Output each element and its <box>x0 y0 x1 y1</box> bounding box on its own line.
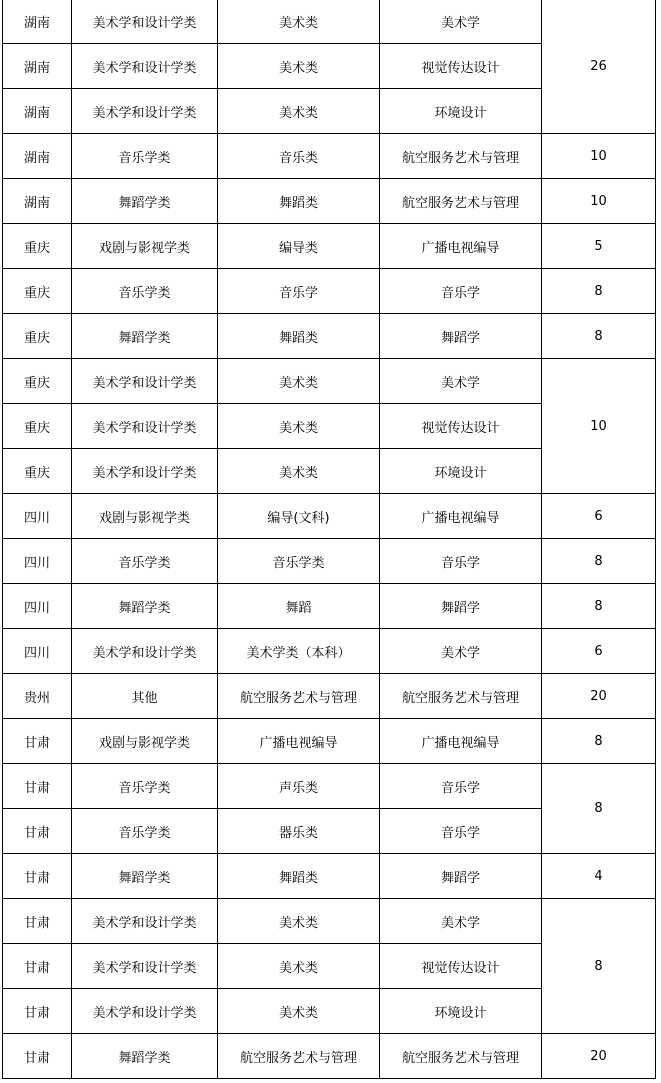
major-cell: 广播电视编导 <box>380 494 542 539</box>
province-cell: 湖南 <box>3 0 72 44</box>
category-cell: 美术学和设计学类 <box>72 449 218 494</box>
major-cell: 舞蹈学 <box>380 584 542 629</box>
table-row <box>3 1034 656 1079</box>
category-cell: 戏剧与影视学类 <box>72 224 218 269</box>
major-cell: 航空服务艺术与管理 <box>380 1034 542 1079</box>
major-cell: 美术学 <box>380 629 542 674</box>
major-cell: 广播电视编导 <box>380 224 542 269</box>
quota-cell: 10 <box>542 179 656 224</box>
exam-type-cell: 美术类 <box>218 359 380 404</box>
table-row <box>3 719 656 764</box>
table-row <box>3 179 656 224</box>
major-cell: 音乐学 <box>380 809 542 854</box>
table-row <box>3 494 656 539</box>
quota-cell: 8 <box>542 584 656 629</box>
exam-type-cell: 音乐类 <box>218 134 380 179</box>
exam-type-cell: 美术类 <box>218 899 380 944</box>
table-row <box>3 0 656 44</box>
major-cell: 舞蹈学 <box>380 854 542 899</box>
table-row <box>3 854 656 899</box>
quota-cell: 10 <box>542 134 656 179</box>
major-cell: 视觉传达设计 <box>380 44 542 89</box>
province-cell: 四川 <box>3 629 72 674</box>
quota-cell: 5 <box>542 224 656 269</box>
category-cell: 美术学和设计学类 <box>72 989 218 1034</box>
category-cell: 美术学和设计学类 <box>72 0 218 44</box>
table-row <box>3 359 656 404</box>
exam-type-cell: 美术学类（本科） <box>218 629 380 674</box>
exam-type-cell: 美术类 <box>218 449 380 494</box>
major-cell: 航空服务艺术与管理 <box>380 179 542 224</box>
exam-type-cell: 美术类 <box>218 44 380 89</box>
table-body <box>3 0 656 1079</box>
category-cell: 美术学和设计学类 <box>72 404 218 449</box>
quota-cell: 6 <box>542 629 656 674</box>
quota-cell: 8 <box>542 314 656 359</box>
exam-type-cell: 音乐学类 <box>218 539 380 584</box>
province-cell: 四川 <box>3 584 72 629</box>
province-cell: 湖南 <box>3 44 72 89</box>
table-row <box>3 224 656 269</box>
category-cell: 音乐学类 <box>72 134 218 179</box>
exam-type-cell: 航空服务艺术与管理 <box>218 1034 380 1079</box>
province-cell: 重庆 <box>3 449 72 494</box>
province-cell: 湖南 <box>3 89 72 134</box>
province-cell: 甘肃 <box>3 854 72 899</box>
category-cell: 美术学和设计学类 <box>72 899 218 944</box>
province-cell: 甘肃 <box>3 899 72 944</box>
category-cell: 其他 <box>72 674 218 719</box>
quota-cell: 8 <box>542 719 656 764</box>
category-cell: 戏剧与影视学类 <box>72 494 218 539</box>
major-cell: 视觉传达设计 <box>380 944 542 989</box>
category-cell: 舞蹈学类 <box>72 314 218 359</box>
province-cell: 甘肃 <box>3 989 72 1034</box>
quota-cell: 10 <box>542 359 656 494</box>
exam-type-cell: 舞蹈类 <box>218 854 380 899</box>
major-cell: 音乐学 <box>380 269 542 314</box>
exam-type-cell: 美术类 <box>218 89 380 134</box>
exam-type-cell: 美术类 <box>218 0 380 44</box>
province-cell: 重庆 <box>3 269 72 314</box>
exam-type-cell: 美术类 <box>218 944 380 989</box>
major-cell: 舞蹈学 <box>380 314 542 359</box>
exam-type-cell: 编导(文科) <box>218 494 380 539</box>
category-cell: 舞蹈学类 <box>72 854 218 899</box>
exam-type-cell: 音乐学 <box>218 269 380 314</box>
table-row <box>3 674 656 719</box>
province-cell: 甘肃 <box>3 809 72 854</box>
category-cell: 音乐学类 <box>72 809 218 854</box>
province-cell: 湖南 <box>3 134 72 179</box>
exam-type-cell: 舞蹈类 <box>218 179 380 224</box>
category-cell: 美术学和设计学类 <box>72 44 218 89</box>
major-cell: 美术学 <box>380 359 542 404</box>
quota-cell: 8 <box>542 539 656 584</box>
major-cell: 音乐学 <box>380 539 542 584</box>
major-cell: 环境设计 <box>380 89 542 134</box>
exam-type-cell: 航空服务艺术与管理 <box>218 674 380 719</box>
table-row <box>3 539 656 584</box>
major-cell: 美术学 <box>380 899 542 944</box>
exam-type-cell: 广播电视编导 <box>218 719 380 764</box>
major-cell: 音乐学 <box>380 764 542 809</box>
province-cell: 重庆 <box>3 404 72 449</box>
province-cell: 湖南 <box>3 179 72 224</box>
province-cell: 甘肃 <box>3 764 72 809</box>
quota-cell: 20 <box>542 674 656 719</box>
province-cell: 四川 <box>3 494 72 539</box>
table-row <box>3 764 656 809</box>
province-cell: 重庆 <box>3 359 72 404</box>
category-cell: 美术学和设计学类 <box>72 944 218 989</box>
category-cell: 舞蹈学类 <box>72 179 218 224</box>
major-cell: 美术学 <box>380 0 542 44</box>
major-cell: 广播电视编导 <box>380 719 542 764</box>
quota-cell: 4 <box>542 854 656 899</box>
quota-cell: 8 <box>542 269 656 314</box>
category-cell: 美术学和设计学类 <box>72 629 218 674</box>
exam-type-cell: 美术类 <box>218 404 380 449</box>
category-cell: 舞蹈学类 <box>72 1034 218 1079</box>
exam-type-cell: 舞蹈 <box>218 584 380 629</box>
exam-type-cell: 美术类 <box>218 989 380 1034</box>
quota-cell: 8 <box>542 764 656 854</box>
province-cell: 甘肃 <box>3 944 72 989</box>
major-cell: 视觉传达设计 <box>380 404 542 449</box>
category-cell: 音乐学类 <box>72 539 218 584</box>
quota-cell: 6 <box>542 494 656 539</box>
province-cell: 重庆 <box>3 314 72 359</box>
major-cell: 环境设计 <box>380 989 542 1034</box>
exam-type-cell: 器乐类 <box>218 809 380 854</box>
enrollment-table <box>2 0 656 1079</box>
category-cell: 美术学和设计学类 <box>72 89 218 134</box>
table-row <box>3 314 656 359</box>
province-cell: 甘肃 <box>3 719 72 764</box>
table-row <box>3 584 656 629</box>
quota-cell: 26 <box>542 0 656 134</box>
table-row <box>3 629 656 674</box>
major-cell: 航空服务艺术与管理 <box>380 134 542 179</box>
table-row <box>3 269 656 314</box>
province-cell: 重庆 <box>3 224 72 269</box>
major-cell: 航空服务艺术与管理 <box>380 674 542 719</box>
province-cell: 四川 <box>3 539 72 584</box>
exam-type-cell: 声乐类 <box>218 764 380 809</box>
major-cell: 环境设计 <box>380 449 542 494</box>
province-cell: 甘肃 <box>3 1034 72 1079</box>
table-row <box>3 899 656 944</box>
category-cell: 戏剧与影视学类 <box>72 719 218 764</box>
table-row <box>3 134 656 179</box>
quota-cell: 8 <box>542 899 656 1034</box>
category-cell: 美术学和设计学类 <box>72 359 218 404</box>
quota-cell: 20 <box>542 1034 656 1079</box>
category-cell: 舞蹈学类 <box>72 584 218 629</box>
category-cell: 音乐学类 <box>72 764 218 809</box>
exam-type-cell: 舞蹈类 <box>218 314 380 359</box>
category-cell: 音乐学类 <box>72 269 218 314</box>
province-cell: 贵州 <box>3 674 72 719</box>
exam-type-cell: 编导类 <box>218 224 380 269</box>
